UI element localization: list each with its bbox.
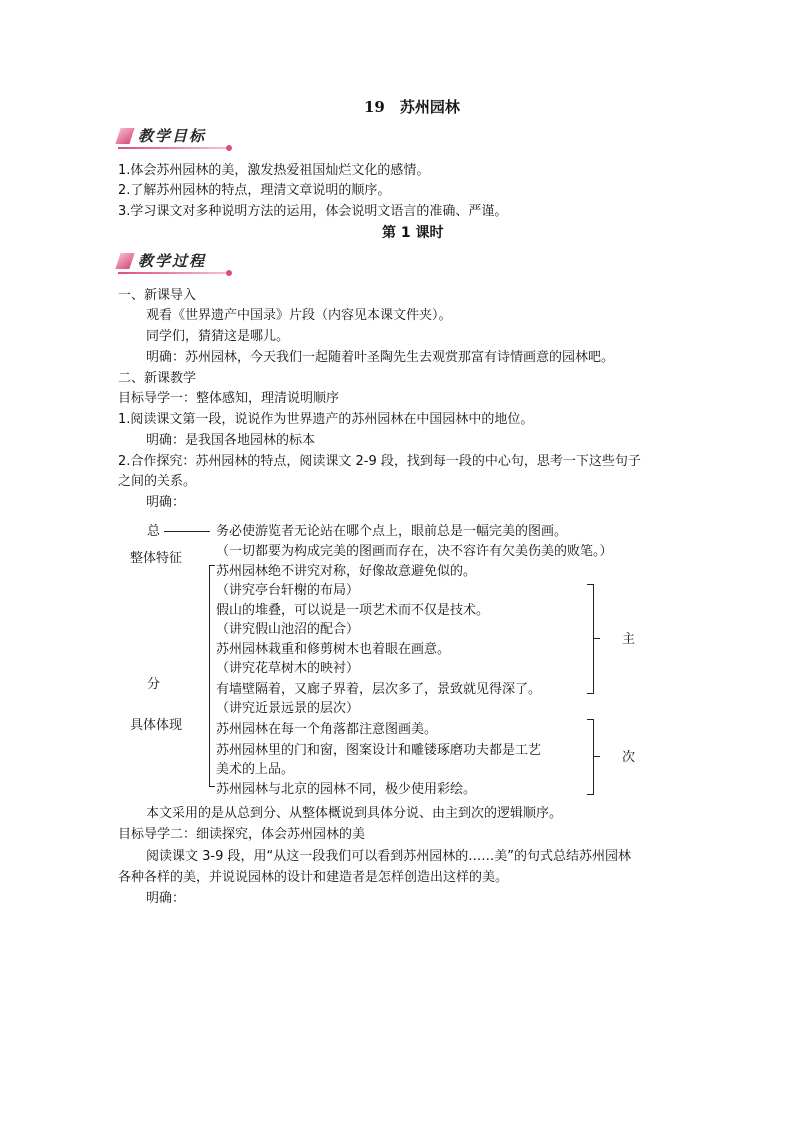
diagram-item-note: （讲究假山池沼的配合） xyxy=(216,622,360,637)
section-heading: 二、新课教学 xyxy=(118,371,197,386)
diagram-overall-label: 整体特征 xyxy=(130,551,183,566)
diagram-main-brace-top xyxy=(587,584,593,585)
question-line: 1.阅读课文第一段，说说作为世界遗产的苏州园林在中国园林中的地位。 xyxy=(118,412,534,427)
goals-banner xyxy=(118,125,238,151)
diagram-item: 苏州园林里的门和窗，图案设计和雕镂琢磨功夫都是工艺 xyxy=(216,743,542,758)
diagram-secondary-brace-top xyxy=(587,719,593,720)
diagram-item: 苏州园林在每一个角落都注意图画美。 xyxy=(216,722,438,737)
diagram-main-brace-bottom xyxy=(587,693,593,694)
paragraph-line: 阅读课文 3-9 段，用“从这一段我们可以看到苏州园林的……美”的句式总结苏州园林 xyxy=(146,849,631,864)
lesson-title: 19 苏州园林 xyxy=(364,98,460,116)
diagram-connector-line xyxy=(164,531,210,532)
banner-underline xyxy=(118,272,230,274)
process-banner-label: 教学过程 xyxy=(138,252,207,270)
diagram-secondary-label: 次 xyxy=(622,750,636,765)
diagram-secondary-brace-tick xyxy=(593,756,600,757)
paragraph-line: 各种各样的美，并说说园林的设计和建造者是怎样创造出这样的美。 xyxy=(118,870,509,885)
period-title: 第 1 课时 xyxy=(382,225,444,241)
diagram-main-brace xyxy=(593,584,594,694)
diagram-left-brace xyxy=(209,565,210,787)
diagram-item: 苏州园林与北京的园林不同，极少使用彩绘。 xyxy=(216,782,477,797)
diagram-main-label: 主 xyxy=(622,632,636,647)
diagram-item-note: （讲究花草树木的映衬） xyxy=(216,661,360,676)
diagram-item: 苏州园林栽重和修剪树木也着眼在画意。 xyxy=(216,642,451,657)
diagram-secondary-brace xyxy=(593,719,594,795)
diagram-zong-label: 总 xyxy=(147,524,161,539)
goal-item: 2.了解苏州园林的特点，理清文章说明的顺序。 xyxy=(118,183,391,198)
diagram-specific-label: 具体体现 xyxy=(130,718,183,733)
diagram-item: 美术的上品。 xyxy=(216,762,295,777)
banner-tab-icon xyxy=(115,253,134,269)
goals-banner-label: 教学目标 xyxy=(138,127,207,145)
diagram-secondary-brace-bottom xyxy=(587,794,593,795)
banner-tab-icon xyxy=(115,128,134,144)
diagram-item-note: （讲究近景远景的层次） xyxy=(216,701,360,716)
diagram-fen-label: 分 xyxy=(147,677,161,692)
paragraph-line: 本文采用的是从总到分、从整体概说到具体分说、由主到次的逻辑顺序。 xyxy=(146,806,563,821)
diagram-item-note: （讲究亭台轩榭的布局） xyxy=(216,583,360,598)
diagram-left-brace-top xyxy=(209,565,215,566)
guide-heading: 目标导学一：整体感知，理清说明顺序 xyxy=(118,391,340,406)
question-line: 之间的关系。 xyxy=(118,474,197,489)
diagram-item: 苏州园林绝不讲究对称，好像故意避免似的。 xyxy=(216,564,477,579)
paragraph-line: 观看《世界遗产中国录》片段（内容见本课文件夹）。 xyxy=(146,308,452,323)
answer-label: 明确： xyxy=(146,495,186,510)
banner-dot-icon xyxy=(226,145,232,151)
diagram-overall-text: 务必使游览者无论站在哪个点上，眼前总是一幅完美的图画。 xyxy=(216,524,568,539)
process-banner xyxy=(118,250,238,276)
diagram-item: 假山的堆叠，可以说是一项艺术而不仅是技术。 xyxy=(216,603,490,618)
banner-underline xyxy=(118,147,230,149)
diagram-main-brace-tick xyxy=(593,638,600,639)
paragraph-line: 明确：苏州园林，今天我们一起随着叶圣陶先生去观赏那富有诗情画意的园林吧。 xyxy=(146,350,615,365)
goal-item: 1.体会苏州园林的美，激发热爱祖国灿烂文化的感情。 xyxy=(118,163,430,178)
banner-dot-icon xyxy=(226,270,232,276)
guide-heading: 目标导学二：细读探究，体会苏州园林的美 xyxy=(118,827,366,842)
paragraph-line: 同学们，猜猜这是哪儿。 xyxy=(146,329,290,344)
goal-item: 3.学习课文对多种说明方法的运用，体会说明文语言的准确、严谨。 xyxy=(118,204,508,219)
answer-line: 明确：是我国各地园林的标本 xyxy=(146,433,316,448)
answer-label: 明确： xyxy=(146,891,186,906)
diagram-overall-note: （一切都要为构成完美的图画而存在，决不容许有欠美伤美的败笔。） xyxy=(216,544,613,559)
question-line: 2.合作探究：苏州园林的特点，阅读课文 2-9 段，找到每一段的中心句，思考一下这些句子 xyxy=(118,454,641,469)
diagram-left-brace-bottom xyxy=(209,786,215,787)
section-heading: 一、新课导入 xyxy=(118,288,197,303)
diagram-item: 有墙壁隔着，又廊子界着，层次多了，景致就见得深了。 xyxy=(216,682,542,697)
